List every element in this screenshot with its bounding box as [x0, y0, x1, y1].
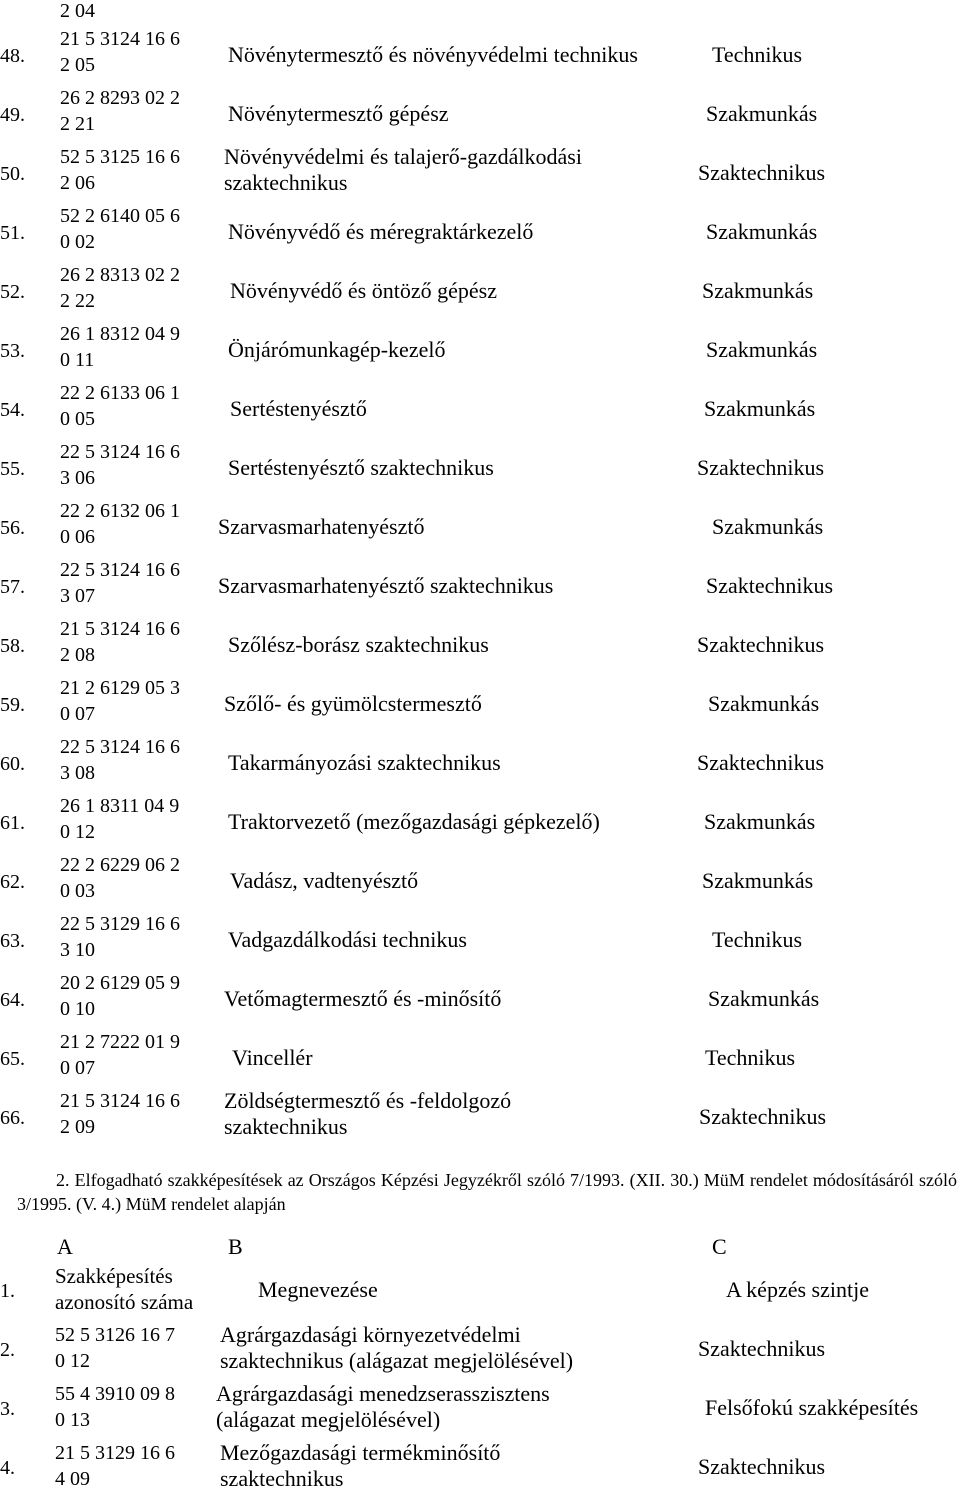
- qualification-level: Szaktechnikus: [697, 455, 825, 480]
- row-number: 63.: [0, 930, 25, 952]
- table-row: [0, 913, 960, 972]
- qualification-level: Szakmunkás: [702, 278, 814, 303]
- qualification-name: Szőlő- és gyümölcstermesztő: [224, 691, 482, 716]
- qualification-level: Szaktechnikus: [698, 1336, 826, 1361]
- qualification-level: Szakmunkás: [708, 691, 820, 716]
- table-row: [0, 1031, 960, 1090]
- row-number: 64.: [0, 989, 25, 1011]
- qualification-code: 22 5 3124 16 6 3 07: [60, 559, 180, 607]
- qualification-level: Technikus: [705, 1045, 796, 1070]
- qualification-name: Mezőgazdasági termékminősítő szaktechnikus: [220, 1440, 501, 1491]
- table-row: [0, 559, 960, 618]
- table-row: [0, 736, 960, 795]
- qualification-level: Szaktechnikus: [699, 1104, 827, 1129]
- qualification-code: 52 5 3125 16 6 2 06: [60, 146, 180, 194]
- row-number: 48.: [0, 45, 25, 67]
- qualification-name: Vadgazdálkodási technikus: [228, 927, 467, 952]
- qualification-code: 52 5 3126 16 7 0 12: [55, 1324, 175, 1372]
- qualification-name: Növényvédelmi és talajerő-gazdálkodási szaktechnikus: [224, 144, 582, 195]
- qualification-name: Megnevezése: [258, 1277, 378, 1302]
- qualification-level: Szakmunkás: [704, 396, 816, 421]
- qualification-level: Szakmunkás: [702, 868, 814, 893]
- qualification-code: Szakképesítés azonosító száma: [55, 1264, 194, 1314]
- qualification-level: Technikus: [712, 42, 803, 67]
- row-number: 59.: [0, 694, 25, 716]
- table-row: [0, 972, 960, 1031]
- qualification-code: 21 5 3124 16 6 2 05: [60, 28, 180, 76]
- column-header-b: B: [228, 1234, 243, 1259]
- qualification-name: Vadász, vadtenyésztő: [230, 868, 419, 893]
- qualification-level: Szakmunkás: [712, 514, 824, 539]
- qualification-name: Vetőmagtermesztő és -minősítő: [224, 986, 502, 1011]
- qualification-name: Agrárgazdasági környezetvédelmi szaktechnikus (alágazat megjelölésével): [220, 1322, 574, 1373]
- row-number: 58.: [0, 635, 25, 657]
- qualification-name: Növényvédő és öntöző gépész: [230, 278, 497, 303]
- qualification-name: Szőlész-borász szaktechnikus: [228, 632, 489, 657]
- table-row: [0, 382, 960, 441]
- top-fragment: 2 04: [60, 0, 95, 22]
- table-row: [0, 28, 960, 87]
- qualification-name: Szarvasmarhatenyésztő: [218, 514, 425, 539]
- qualification-code: 26 1 8311 04 9 0 12: [60, 795, 180, 843]
- row-number: 61.: [0, 812, 25, 834]
- qualification-level: Szakmunkás: [708, 986, 820, 1011]
- row-number: 60.: [0, 753, 25, 775]
- row-number: 52.: [0, 281, 25, 303]
- row-number: 62.: [0, 871, 25, 893]
- qualification-name: Szarvasmarhatenyésztő szaktechnikus: [218, 573, 554, 598]
- qualification-code: 22 2 6133 06 1 0 05: [60, 382, 180, 430]
- qualification-code: 21 5 3124 16 6 2 09: [60, 1090, 180, 1138]
- qualification-code: 26 2 8293 02 2 2 21: [60, 87, 180, 135]
- qualification-code: 22 2 6229 06 2 0 03: [60, 854, 180, 902]
- qualification-code: 55 4 3910 09 8 0 13: [55, 1383, 175, 1431]
- qualification-level: Technikus: [712, 927, 803, 952]
- row-number: 49.: [0, 104, 25, 126]
- row-number: 50.: [0, 163, 25, 185]
- qualification-name: Traktorvezető (mezőgazdasági gépkezelő): [228, 809, 600, 834]
- qualification-code: 21 2 6129 05 3 0 07: [60, 677, 180, 725]
- row-number: 53.: [0, 340, 25, 362]
- qualification-level: Szakmunkás: [706, 101, 818, 126]
- row-number: 56.: [0, 517, 25, 539]
- qualification-name: Agrárgazdasági menedzserasszisztens (alágazat megjelölésével): [216, 1381, 550, 1432]
- qualification-name: Takarmányozási szaktechnikus: [228, 750, 501, 775]
- qualification-code: 52 2 6140 05 6 0 02: [60, 205, 180, 253]
- table-row: [0, 146, 960, 205]
- row-number: 1.: [0, 1280, 15, 1302]
- qualification-name: Sertéstenyésztő: [230, 396, 367, 421]
- table-row: [0, 1381, 960, 1437]
- table-row: [0, 854, 960, 913]
- qualification-level: Szaktechnikus: [697, 750, 825, 775]
- qualification-level: A képzés szintje: [726, 1277, 869, 1302]
- table-row: [0, 618, 960, 677]
- table-row: [0, 1440, 960, 1496]
- table-row: [0, 1263, 960, 1319]
- qualification-code: 26 1 8312 04 9 0 11: [60, 323, 180, 371]
- qualification-level: Szakmunkás: [706, 219, 818, 244]
- row-number: 57.: [0, 576, 25, 598]
- row-number: 2.: [0, 1339, 15, 1361]
- table-row: [0, 677, 960, 736]
- table-row: [0, 87, 960, 146]
- qualification-code: 21 5 3129 16 6 4 09: [55, 1442, 175, 1490]
- table-row: [0, 264, 960, 323]
- qualification-name: Sertéstenyésztő szaktechnikus: [228, 455, 494, 480]
- row-number: 66.: [0, 1107, 25, 1129]
- qualification-level: Szaktechnikus: [698, 160, 826, 185]
- qualification-name: Vincellér: [232, 1045, 313, 1070]
- table-row: [0, 1322, 960, 1378]
- table-row: [0, 205, 960, 264]
- table-row: [0, 500, 960, 559]
- qualification-code: 22 2 6132 06 1 0 06: [60, 500, 180, 548]
- qualification-code: 20 2 6129 05 9 0 10: [60, 972, 180, 1020]
- table-row: [0, 323, 960, 382]
- qualification-name: Növényvédő és méregraktárkezelő: [228, 219, 534, 244]
- column-header-a: A: [57, 1234, 73, 1259]
- qualification-code: 22 5 3129 16 6 3 10: [60, 913, 180, 961]
- table-row: [0, 441, 960, 500]
- row-number: 4.: [0, 1457, 15, 1479]
- row-number: 3.: [0, 1398, 15, 1420]
- qualification-level: Szaktechnikus: [706, 573, 834, 598]
- qualification-level: Szaktechnikus: [697, 632, 825, 657]
- qualification-code: 22 5 3124 16 6 3 06: [60, 441, 180, 489]
- row-number: 51.: [0, 222, 25, 244]
- qualification-level: Szakmunkás: [704, 809, 816, 834]
- qualification-level: Szaktechnikus: [698, 1454, 826, 1479]
- qualification-name: Zöldségtermesztő és -feldolgozó szaktechnikus: [224, 1088, 512, 1139]
- row-number: 65.: [0, 1048, 25, 1070]
- qualification-code: 22 5 3124 16 6 3 08: [60, 736, 180, 784]
- qualification-name: Növénytermesztő gépész: [228, 101, 449, 126]
- qualification-level: Szakmunkás: [706, 337, 818, 362]
- qualification-name: Növénytermesztő és növényvédelmi technikus: [228, 42, 638, 67]
- qualification-code: 21 5 3124 16 6 2 08: [60, 618, 180, 666]
- row-number: 55.: [0, 458, 25, 480]
- qualification-code: 26 2 8313 02 2 2 22: [60, 264, 180, 312]
- row-number: 54.: [0, 399, 25, 421]
- section-note: 2. Elfogadható szakképesítések az Országos Képzési Jegyzékről szóló 7/1993. (XII. 30.) MüM rendelet módosításáról szóló 3/1995. (V. 4.) MüM rendelet alapján: [17, 1170, 957, 1214]
- column-header-c: C: [712, 1234, 727, 1259]
- qualification-name: Önjárómunkagép-kezelő: [228, 337, 446, 362]
- table-row: [0, 795, 960, 854]
- qualification-code: 21 2 7222 01 9 0 07: [60, 1031, 180, 1079]
- table-row: [0, 1090, 960, 1149]
- qualification-level: Felsőfokú szakképesítés: [705, 1395, 919, 1420]
